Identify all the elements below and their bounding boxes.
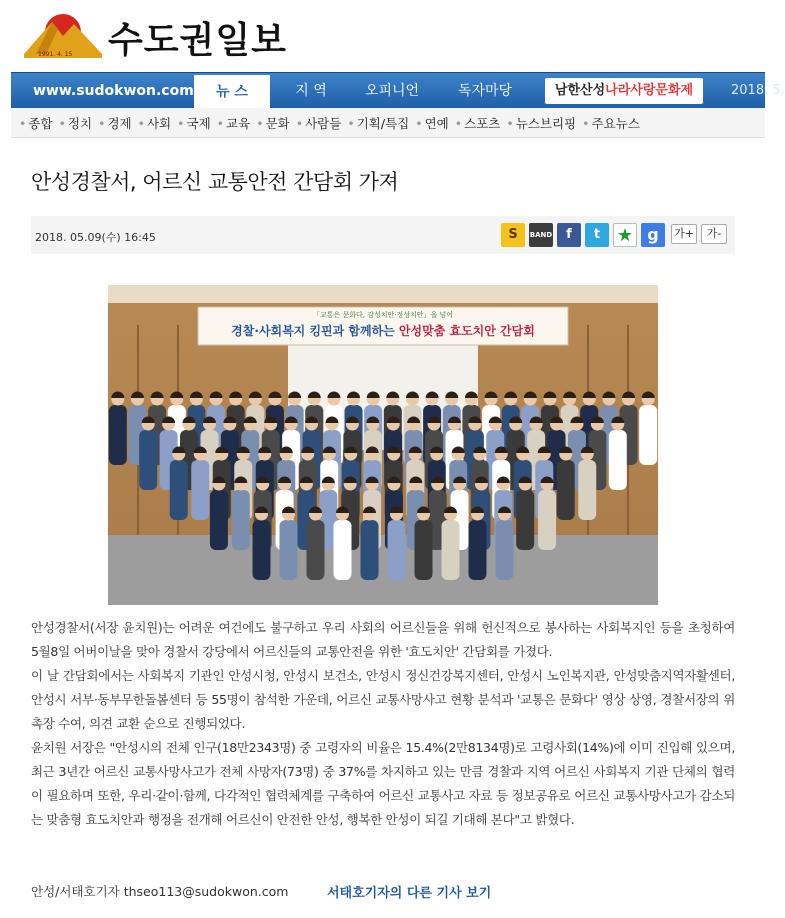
person-body: [361, 520, 379, 580]
article-title: 안성경찰서, 어르신 교통안전 간담회 가져: [31, 170, 399, 194]
kakaostory-icon[interactable]: S: [501, 223, 525, 247]
person-body: [210, 490, 228, 550]
nav-date: 2018. 5.: [731, 83, 785, 98]
subnav-item[interactable]: • 국제: [177, 114, 211, 132]
subnav-item[interactable]: • 정치: [59, 114, 93, 132]
photo-banner-main-b: 안성맞춤 효도치안 간담회: [398, 324, 535, 338]
font-size-up-button[interactable]: 가+: [671, 224, 697, 244]
band-icon[interactable]: BAND: [529, 223, 553, 247]
font-size-down-button[interactable]: 가-: [701, 224, 727, 244]
person-body: [191, 460, 209, 520]
twitter-icon[interactable]: t: [585, 223, 609, 247]
article-date: 2018. 05.09(수) 16:45: [35, 231, 156, 244]
person-body: [496, 520, 514, 580]
subnav-item[interactable]: • 교육: [217, 114, 251, 132]
nav-item-readers[interactable]: 독자마당: [457, 83, 513, 99]
subnav-item[interactable]: • 문화: [256, 114, 290, 132]
nav-item-news[interactable]: 뉴 스: [194, 75, 270, 109]
promo-banner[interactable]: [545, 78, 703, 104]
article-photo: [108, 285, 658, 605]
person-body: [442, 520, 460, 580]
subnav-item[interactable]: • 종합: [19, 114, 53, 132]
person-body: [538, 490, 556, 550]
promo-text-a: 남한산성: [554, 83, 606, 98]
person-body: [609, 430, 627, 490]
photo-banner-main-a: 경찰·사회복지 킹핀과 함께하는: [231, 324, 399, 338]
facebook-icon[interactable]: f: [557, 223, 581, 247]
article-body: [31, 616, 735, 832]
person-body: [639, 405, 657, 465]
google-icon[interactable]: g: [641, 223, 665, 247]
person-body: [557, 460, 575, 520]
photo-banner-top: 「교통은 문화다, 감성치안·정성치안」을 넘어: [312, 311, 454, 319]
nav-item-region[interactable]: 지 역: [295, 83, 327, 99]
main-nav: [11, 72, 785, 108]
subnav-item[interactable]: • 주요뉴스: [582, 114, 640, 132]
masthead: [0, 0, 765, 70]
subnav-item[interactable]: • 기획/특집: [347, 114, 409, 132]
site-logo-text[interactable]: 수도권일보: [108, 20, 287, 61]
person-body: [109, 405, 127, 465]
promo-text-b: 나라사랑문화제: [605, 83, 694, 98]
article-paragraph: 윤치원 서장은 "안성시의 전체 인구(18만2343명) 중 고령자의 비율은 15.4%(2만8134명)로 고령사회(14%)에 이미 진입해 있으며, 최근 3년간 어르신 교통사망사고가 전체 사망자(73명) 중 37%를 차지하고 있는 만큼 경찰과 지역 어르신 사회복지 기관 단체의 협력이 필요하며 또한, 우리·같이·함께, 다각적인 협력체계를 구축하여 어르신 교통사고 자료 등 정보공유로 어르신 교통사망사고가 감소되는 맞춤형 효도치안과 행정을 전개해 어르신이 안전한 안성, 행복한 안성이 되길 기대해 본다"고 밝혔다.: [31, 740, 735, 827]
person-body: [253, 520, 271, 580]
person-body: [415, 520, 433, 580]
article-paragraph: 안성경찰서(서장 윤치원)는 어려운 여건에도 불구하고 우리 사회의 어르신들을 위해 헌신적으로 봉사하는 사회복지인 등을 초청하여 5월8일 어버이날을 맞아 경찰서 강당에서 어르신들의 교통안전을 위한 '효도치안' 간담회를 가졌다.: [31, 620, 735, 659]
subnav-item[interactable]: • 스포츠: [455, 114, 501, 132]
bookmark-star-icon[interactable]: ★: [613, 223, 637, 247]
person-body: [170, 460, 188, 520]
person-body: [516, 490, 534, 550]
article-byline: 안성/서태호기자 thseo113@sudokwon.com: [31, 884, 289, 899]
person-body: [139, 430, 157, 490]
subnav-item[interactable]: • 사람들: [296, 114, 342, 132]
person-body: [388, 520, 406, 580]
subnav-item[interactable]: • 사회: [138, 114, 172, 132]
photo-banner-main: [231, 323, 535, 338]
article-info-bar: [31, 216, 735, 254]
person-body: [307, 520, 325, 580]
nav-item-opinion[interactable]: 오피니언: [364, 83, 420, 99]
subnav-item[interactable]: • 경제: [98, 114, 132, 132]
founded-date: 1991. 4. 15: [38, 51, 73, 58]
site-url-link[interactable]: www.sudokwon.com: [33, 83, 194, 99]
subnav-item[interactable]: • 연예: [415, 114, 449, 132]
reporter-more-articles-link[interactable]: 서태호기자의 다른 기사 보기: [327, 886, 492, 901]
person-body: [578, 460, 596, 520]
article-paragraph: 이 날 간담회에서는 사회복지 기관인 안성시청, 안성시 보건소, 안성시 정신건강복지센터, 안성시 노인복지관, 안성맞춤지역자활센터, 안성시 서부·동부무한돌봄센터 등 55명이 참석한 가운데, 어르신 교통사망사고 현황 분석과 '교통은 문화다' 영상 상영, 경찰서장의 위촉장 수여, 의견 교환 순으로 진행되었다.: [31, 668, 735, 731]
person-body: [469, 520, 487, 580]
person-body: [280, 520, 298, 580]
person-body: [232, 490, 250, 550]
person-body: [334, 520, 352, 580]
subnav-item[interactable]: • 뉴스브리핑: [506, 114, 576, 132]
sub-nav: [11, 108, 765, 138]
